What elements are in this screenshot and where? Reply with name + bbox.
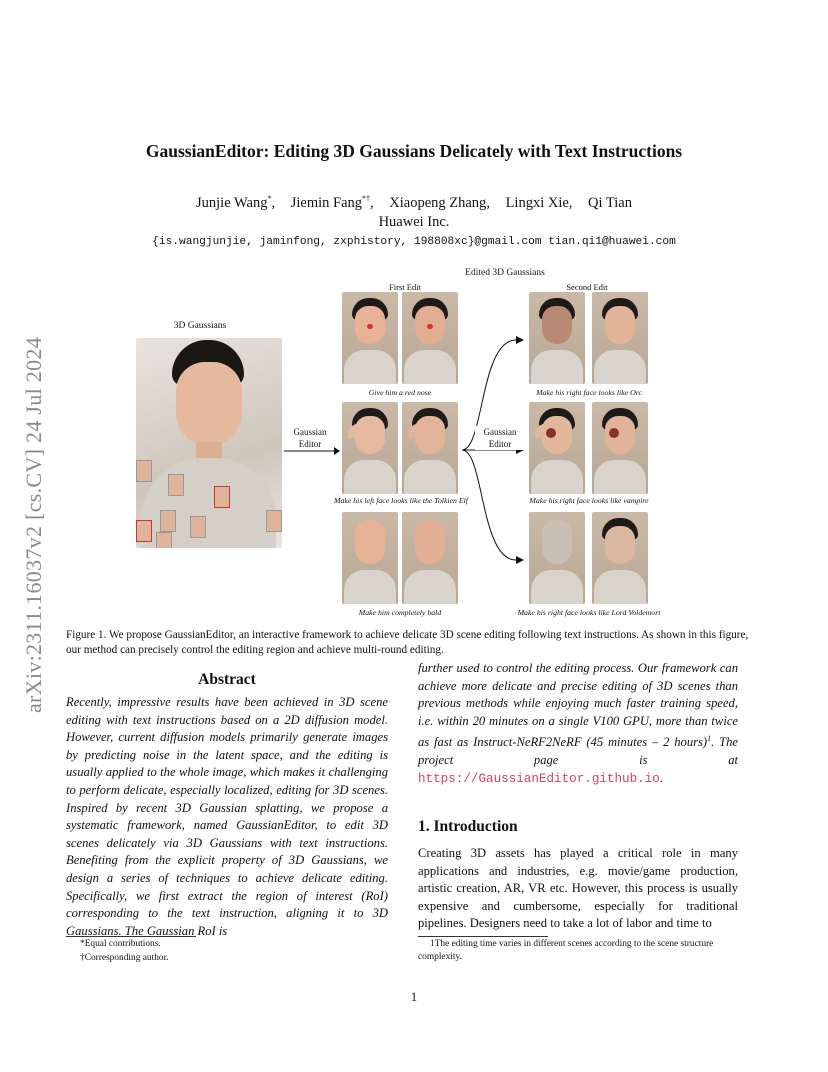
caption-red-nose: Give him a red nose [368, 388, 432, 397]
footnote-rule [66, 936, 196, 937]
face-image [342, 512, 398, 604]
source-gaussians-image [136, 338, 282, 548]
author-list [0, 194, 828, 212]
caption-bald: Make him completely bald [358, 608, 442, 617]
gaussians-label: 3D Gaussians [173, 321, 227, 331]
caption-vampire: Make his right face looks like vampire [529, 496, 649, 505]
abstract-text-right: further used to control the editing process. Our framework can achieve more delicate and precise editing of 3D scenes than previous methods while enjoying much faster training speed, i.e. within 20 minutes on a single V100 GPU, more than twice as fast as Instruct-NeRF2NeRF (45 minutes – 2 hours)$^1$. The project page is at https://GaussianEditor.github.io. [418, 661, 738, 786]
footnote-editing-time: 1The editing time varies in different scenes according to the scene structure complexity. [418, 939, 714, 962]
face-image [402, 512, 458, 604]
caption-elf: Make his left face looks like the Tolkien Elf [334, 496, 468, 505]
figure-caption: Figure 1. We propose GaussianEditor, an interactive framework to achieve delicate 3D scene editing following text instructions. As shown in this figure, our method can precisely control the editing region and achieve multi-round editing. [66, 629, 749, 656]
author: Junjie Wang*, [196, 194, 276, 211]
face-image [402, 292, 458, 384]
edited-gaussians-title: Edited 3D Gaussians [465, 268, 545, 278]
face-image [342, 292, 398, 384]
author: Xiaopeng Zhang, [389, 194, 490, 211]
paper-title: GaussianEditor: Editing 3D Gaussians Delicately with Text Instructions [145, 141, 683, 161]
footnote-corresponding: †Corresponding author. [80, 953, 169, 963]
figure-1 [0, 260, 828, 620]
project-page-link[interactable]: https://GaussianEditor.github.io [418, 771, 660, 786]
affiliation: Huawei Inc. [378, 214, 450, 230]
abstract-heading: Abstract [198, 671, 256, 688]
face-image [592, 292, 648, 384]
face-image [529, 292, 585, 384]
footnote-rule [418, 936, 548, 937]
introduction-heading: 1. Introduction [418, 818, 518, 835]
branch-arrows-icon [458, 330, 528, 570]
second-edit-label: Second Edit [566, 282, 608, 292]
caption-voldemort: Make his right face looks like Lord Voldemort [517, 608, 661, 617]
face-image [592, 512, 648, 604]
first-edit-label: First Edit [389, 282, 421, 292]
caption-orc: Make his right face looks like Orc [536, 388, 642, 397]
face-image [529, 512, 585, 604]
author: Jiemin Fang*†, [290, 194, 374, 211]
face-image [342, 402, 398, 494]
author: Lingxi Xie, [505, 194, 573, 211]
footnote-equal-contrib: *Equal contributions. [80, 939, 161, 949]
author-emails: {is.wangjunjie, jaminfong, zxphistory, 198808xc}@gmail.com tian.qi1@huawei.com [152, 236, 676, 248]
gaussian-editor-label-1: Gaussian Editor [293, 427, 327, 449]
arxiv-id-text: arXiv:2311.16037v2 [cs.CV] 24 Jul 2024 [21, 336, 46, 714]
arrow-right-icon [284, 445, 340, 457]
gaussian-editor-label-2: Gaussian Editor [475, 426, 525, 450]
author: Qi Tian [588, 194, 632, 211]
introduction-text: Creating 3D assets has played a critical role in many applications and industries, e.g. movie/game production, artistic creation, AR, VR etc. However, this process is usually expensive and cumbersome, especially for traditional pipelines. Designers need to take a lot of labor and time to [418, 846, 738, 931]
face-image [592, 402, 648, 494]
abstract-text-left: Recently, impressive results have been achieved in 3D scene editing with text instructions based on a 2D diffusion model. However, current diffusion models primarily generate images by predicting noise in the latent space, and the editing is usually applied to the whole image, which makes it challenging to perform delicate, especially localized, editing for 3D scenes. Inspired by recent 3D Gaussian splatting, we propose a systematic framework, named GaussianEditor, to edit 3D scenes delicately via 3D Gaussians with text instructions. Benefiting from the explicit property of 3D Gaussians, we design a series of techniques to achieve delicate editing. Specifically, we first extract the region of interest (RoI) corresponding to the text instruction, aligning it to 3D Gaussians. The Gaussian RoI is [66, 695, 388, 938]
face-image [529, 402, 585, 494]
face-image [402, 402, 458, 494]
page-number: 1 [410, 990, 418, 1004]
